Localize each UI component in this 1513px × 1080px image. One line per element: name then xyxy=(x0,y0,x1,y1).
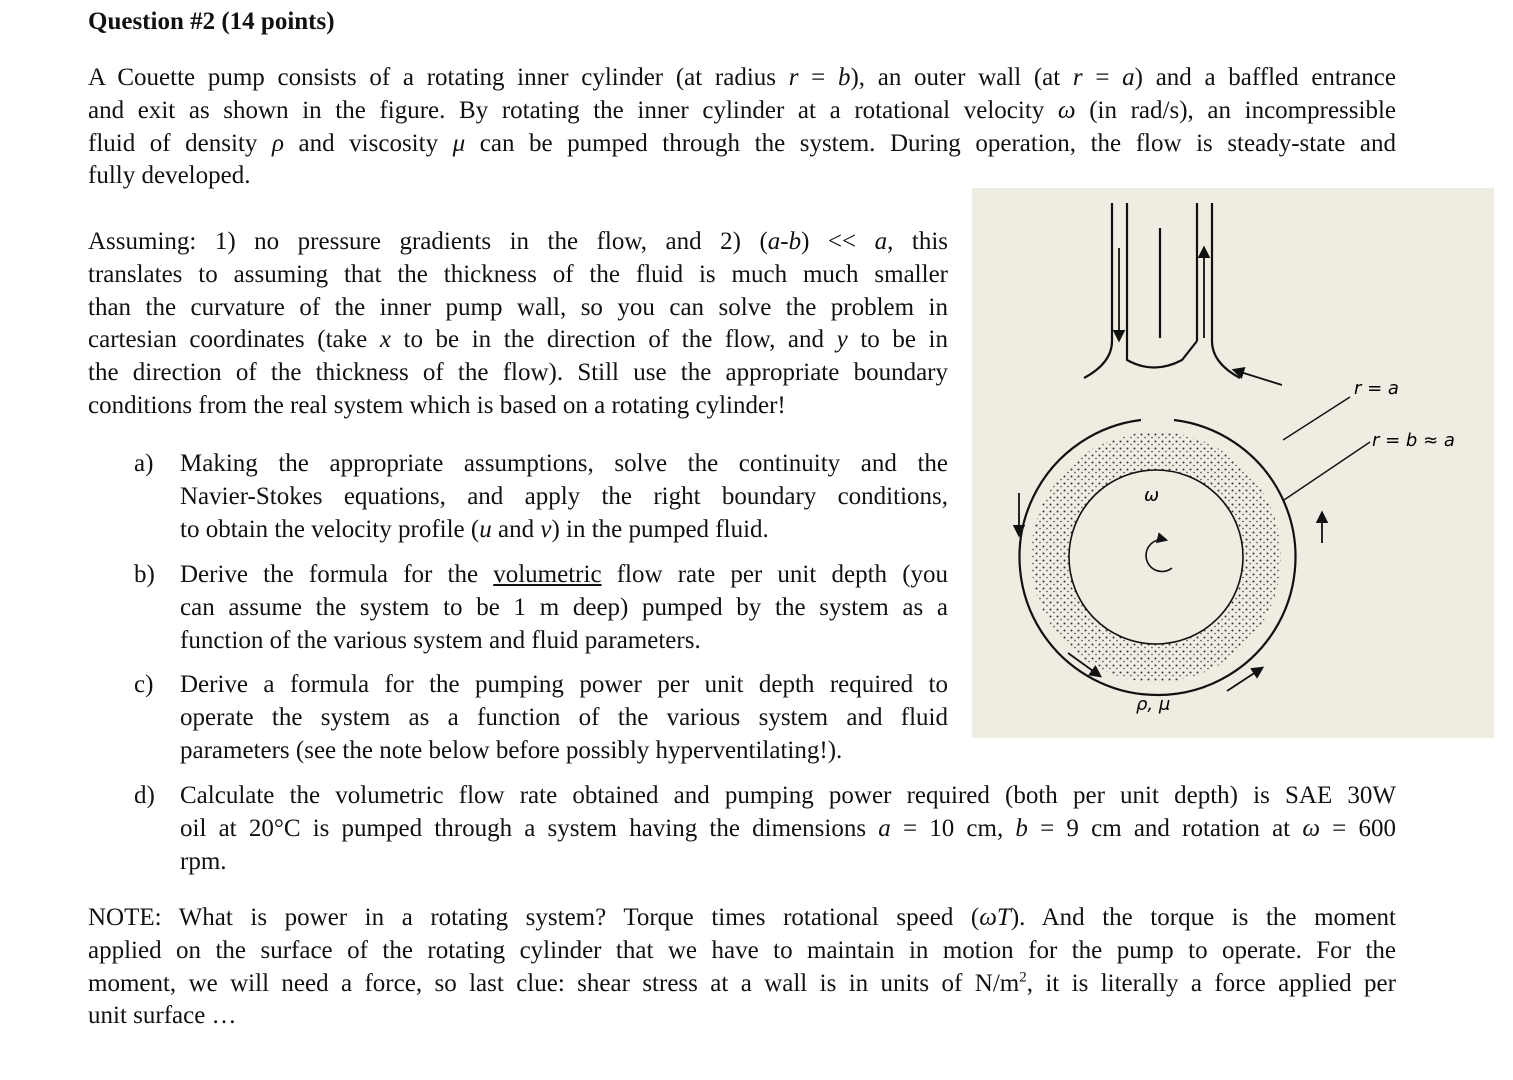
part-a-text xyxy=(180,448,948,546)
text-line: conditions from the real system which is based on a rotating cylinder! xyxy=(88,391,786,419)
text-line: unit surface … xyxy=(88,1002,237,1030)
text-line: than the curvature of the inner pump wall, so you can solve the problem in xyxy=(88,293,948,321)
text-line: rpm. xyxy=(180,847,227,875)
text-line: NOTE: What is power in a rotating system? Torque times rotational speed (ωT). And the torque is the moment xyxy=(88,904,1397,931)
rotation-symbol xyxy=(1146,539,1172,571)
arrow-bottom-right xyxy=(1227,668,1262,691)
intro-paragraph xyxy=(88,62,1396,193)
label-omega: ω xyxy=(1144,485,1160,506)
baffled-channels xyxy=(1084,203,1240,378)
part-d-marker: d) xyxy=(134,782,155,809)
text-line: moment, we will need a force, so last clue: shear stress at a wall is in units of $N/m^2$, it is literally a force applied per xyxy=(88,969,1396,997)
part-a-marker: a) xyxy=(134,450,154,477)
text-line: A Couette pump consists of a rotating inner cylinder (at radius r = b), an outer wall (at r = a) and a baffled entrance xyxy=(88,64,1396,91)
couette-pump-figure xyxy=(972,188,1494,738)
question-title: Question #2 (14 points) xyxy=(88,8,335,35)
text-line: cartesian coordinates (take x to be in the direction of the flow, and y to be in xyxy=(88,326,948,354)
part-b-text xyxy=(180,559,948,657)
text-line: Calculate the volumetric flow rate obtained and pumping power required (both per unit depth) is SAE 30W xyxy=(180,782,1396,809)
couette-pump-diagram xyxy=(972,188,1494,738)
text-line: fluid of density ρ and viscosity μ can be pumped through the system. During operation, the flow is steady-state and xyxy=(88,129,1396,157)
label-rho-mu: ρ, μ xyxy=(1136,694,1171,715)
text-line: applied on the surface of the rotating cylinder that we have to maintain in motion for the pump to operate. For the xyxy=(88,936,1396,964)
text-line: Navier-Stokes equations, and apply the right boundary conditions, xyxy=(180,482,948,510)
text-line: operate the system as a function of the various system and fluid xyxy=(180,703,948,731)
text-line: oil at 20°C is pumped through a system having the dimensions a = 10 cm, b = 9 cm and rotation at ω = 600 xyxy=(180,814,1396,842)
text-line: translates to assuming that the thickness of the fluid is much much smaller xyxy=(88,260,948,288)
text-line: and exit as shown in the figure. By rotating the inner cylinder at a rotational velocity ω (in rad/s), an incompressible xyxy=(88,96,1396,124)
channel-flow-arrows xyxy=(1119,248,1204,340)
text-line: fully developed. xyxy=(88,162,251,190)
text-line: to obtain the velocity profile (u and v) in the pumped fluid. xyxy=(180,515,769,543)
label-leaders xyxy=(1283,397,1370,500)
part-c-text xyxy=(180,669,948,767)
text-line: Assuming: 1) no pressure gradients in the flow, and 2) (a-b) << a, this xyxy=(88,228,948,255)
text-line: function of the various system and fluid parameters. xyxy=(180,626,701,654)
part-b-marker: b) xyxy=(134,561,155,588)
fluid-annulus xyxy=(1050,451,1262,663)
text-line: Derive a formula for the pumping power per unit depth required to xyxy=(180,671,948,698)
text-line: the direction of the thickness of the flow). Still use the appropriate boundary xyxy=(88,359,948,387)
part-d-text xyxy=(180,780,1396,878)
text-line: can assume the system to be 1 m deep) pumped by the system as a xyxy=(180,593,948,621)
note-paragraph xyxy=(88,902,1396,1033)
part-c-marker: c) xyxy=(134,671,154,698)
arrow-top-right xyxy=(1234,370,1282,385)
label-r-equals-b: r = b ≈ a xyxy=(1372,430,1455,451)
text-line: Making the appropriate assumptions, solve the continuity and the xyxy=(180,450,948,477)
label-r-equals-a: r = a xyxy=(1354,378,1399,399)
assumptions-paragraph xyxy=(88,226,948,423)
text-line: Derive the formula for the volumetric flow rate per unit depth (you xyxy=(180,561,949,588)
text-line: parameters (see the note below before possibly hyperventilating!). xyxy=(180,736,843,764)
